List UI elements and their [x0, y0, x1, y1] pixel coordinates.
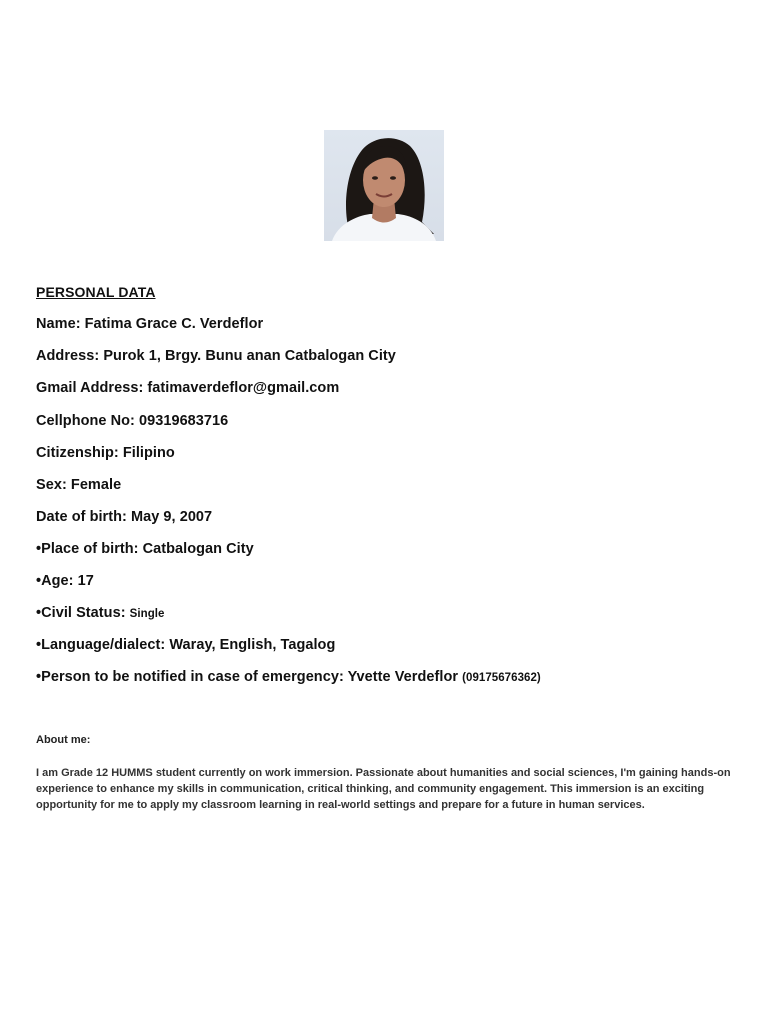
personal-data-heading: PERSONAL DATA	[36, 284, 156, 300]
emergency-contact-label: •Person to be notified in case of emergency: Yvette Verdeflor	[36, 669, 463, 685]
civil-status-value: Single	[129, 608, 165, 620]
civil-status-field	[36, 605, 164, 621]
name-field: Name: Fatima Grace C. Verdeflor	[36, 316, 264, 332]
portrait-photo	[324, 130, 444, 241]
address-field: Address: Purok 1, Brgy. Bunu anan Catbalogan City	[36, 348, 396, 364]
emergency-contact-phone: (09175676362)	[462, 672, 541, 684]
date-of-birth-field: Date of birth: May 9, 2007	[36, 509, 213, 525]
place-of-birth-field: •Place of birth: Catbalogan City	[36, 541, 254, 557]
about-me-heading: About me:	[36, 734, 91, 746]
age-field: •Age: 17	[36, 573, 94, 589]
sex-field: Sex: Female	[36, 477, 122, 493]
civil-status-label: •Civil Status:	[36, 605, 130, 621]
emergency-contact-field	[36, 669, 541, 685]
cellphone-field: Cellphone No: 09319683716	[36, 413, 229, 429]
portrait-illustration	[324, 130, 444, 241]
citizenship-field: Citizenship: Filipino	[36, 445, 175, 461]
about-me-text: I am Grade 12 HUMMS student currently on work immersion. Passionate about humanities and social sciences, I'm gaining hands-on experience to enhance my skills in communication, critical thinking, and community engagement. This immersion is an exciting opportunity for me to apply my classroom learning in real-world settings and prepare for a future in human services.	[36, 767, 731, 812]
gmail-field: Gmail Address: fatimaverdeflor@gmail.com	[36, 380, 340, 396]
language-field: •Language/dialect: Waray, English, Tagalog	[36, 637, 336, 653]
